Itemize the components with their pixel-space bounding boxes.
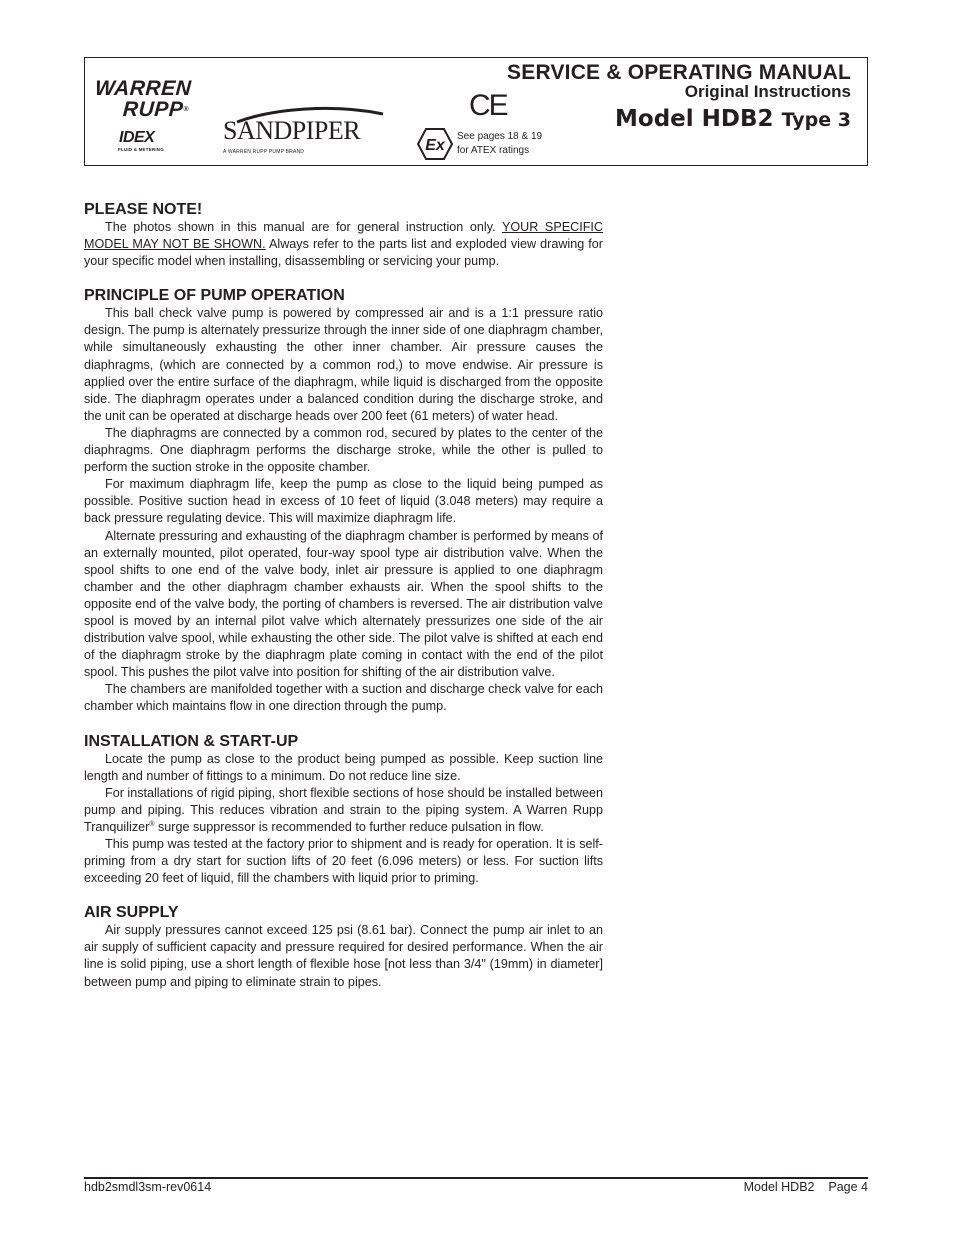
svg-text:Ex: Ex [425, 137, 445, 154]
atex-note-line2: for ATEX ratings [457, 145, 530, 156]
paragraph: For installations of rigid piping, short flexible sections of hose should be installed between pump and piping. This reduces vibration and strain to the piping system. A Warren Rupp Tranquilizer® surge suppressor is recommended to further reduce pulsation in flow. [84, 785, 603, 834]
paragraph: Alternate pressuring and exhausting of the diaphragm chamber is performed by means of an externally mounted, pilot operated, four-way spool type air distribution valve. When the spool shifts to one end of the valve body, inlet air pressure is applied to one diaphragm chamber and the other diaphragm chamber exhausts air. When the spool shifts to the opposite end of the valve body, the porting of chambers is reversed. The air distribution valve spool is moved by an internal pilot valve which alternately pressurizes one side of the air distribution valve spool, while exhausting the other side. The pilot valve is shifted at each end of the diaphragm stroke by the diaphragm plate coming in contact with the end of the pilot spool. This pushes the pilot valve into position for shifting of the air distribution valve. [84, 528, 603, 680]
warren-rupp-logo [95, 78, 220, 120]
registered-mark: ® [149, 820, 155, 828]
ce-mark-icon: CE [469, 89, 507, 122]
model-title [615, 105, 851, 134]
idex-logo-subtitle: FLUID & METERING [118, 147, 164, 152]
main-content [84, 201, 603, 1008]
sandpiper-logo: SANDPIPER [223, 116, 361, 145]
section-please-note [84, 201, 603, 270]
idex-logo: IDEX [119, 129, 155, 146]
section-air-supply [84, 904, 603, 990]
paragraph: The diaphragms are connected by a common rod, secured by plates to the center of the diaphragms. One diaphragm performs the discharge stroke, while the other is pulled to perform the suction stroke in the opposite chamber. [84, 425, 603, 475]
underlined-warning: YOUR SPECIFIC MODEL MAY NOT BE SHOWN. [84, 220, 603, 252]
atex-note [457, 130, 542, 158]
model-type: Type 3 [781, 109, 851, 131]
model-name: Model HDB2 [615, 106, 774, 132]
header-box [84, 57, 868, 166]
paragraph: This ball check valve pump is powered by compressed air and is a 1:1 pressure ratio design. The pump is alternately pressurize through the inner side of one diaphragm chamber, while simultaneously exhausting the other inner chamber. Air pressure causes the diaphragms, (which are connected by a common rod,) to move endwise. Air pressure is applied over the entire surface of the diaphragm, while liquid is discharged from the opposite side. The diaphragm operates under a balanced condition during the discharge stroke, and the unit can be operated at discharge heads over 200 feet (61 meters) of water head. [84, 306, 603, 423]
atex-note-line1: See pages 18 & 19 [457, 131, 543, 142]
manual-subtitle: Original Instructions [684, 82, 851, 101]
section-heading: AIR SUPPLY [84, 904, 179, 922]
footer-page-label: Model HDB2 Page 4 [743, 1180, 868, 1194]
paragraph: For maximum diaphragm life, keep the pump as close to the liquid being pumped as possible. Positive suction head in excess of 10 feet of liquid (3.048 meters) may require a back pressure regulating device. This will maximize diaphragm life. [84, 477, 603, 526]
footer-divider [84, 1177, 868, 1179]
paragraph: The chambers are manifolded together with a suction and discharge check valve for each chamber which maintains flow in one direction through the pump. [84, 682, 603, 714]
section-installation [84, 733, 603, 888]
manual-title: SERVICE & OPERATING MANUAL [507, 61, 851, 84]
paragraph: The photos shown in this manual are for general instruction only. YOUR SPECIFIC MODEL MAY NOT BE SHOWN. Always refer to the parts list and exploded view drawing for your specific model when installing, disassembling or servicing your pump. [84, 220, 603, 269]
sandpiper-logo-subtitle: A WARREN RUPP PUMP BRAND [223, 149, 305, 155]
atex-ex-icon [417, 128, 453, 160]
warren-logo-line1: WARREN [94, 77, 193, 100]
section-heading: PRINCIPLE OF PUMP OPERATION [84, 287, 345, 305]
section-heading: PLEASE NOTE! [84, 201, 203, 218]
paragraph: This pump was tested at the factory prior to shipment and is ready for operation. It is self-priming from a dry start for suction lifts of 20 feet (6.096 meters) or less. For suction lifts exceeding 20 feet of liquid, fill the chambers with liquid prior to priming. [84, 837, 603, 886]
section-principle [84, 287, 603, 715]
warren-logo-line2: RUPP® [122, 98, 190, 121]
paragraph: Locate the pump as close to the product being pumped as possible. Keep suction line length and number of fittings to a minimum. Do not reduce line size. [84, 751, 603, 783]
footer-doc-code: hdb2smdl3sm-rev0614 [84, 1180, 212, 1194]
section-heading: INSTALLATION & START-UP [84, 732, 299, 750]
paragraph: Air supply pressures cannot exceed 125 psi (8.61 bar). Connect the pump air inlet to an air supply of sufficient capacity and pressure required for desired performance. When the air line is solid piping, use a short length of flexible hose [not less than 3/4" (19mm) in diameter] between pump and piping to eliminate strain to pipes. [84, 923, 603, 989]
